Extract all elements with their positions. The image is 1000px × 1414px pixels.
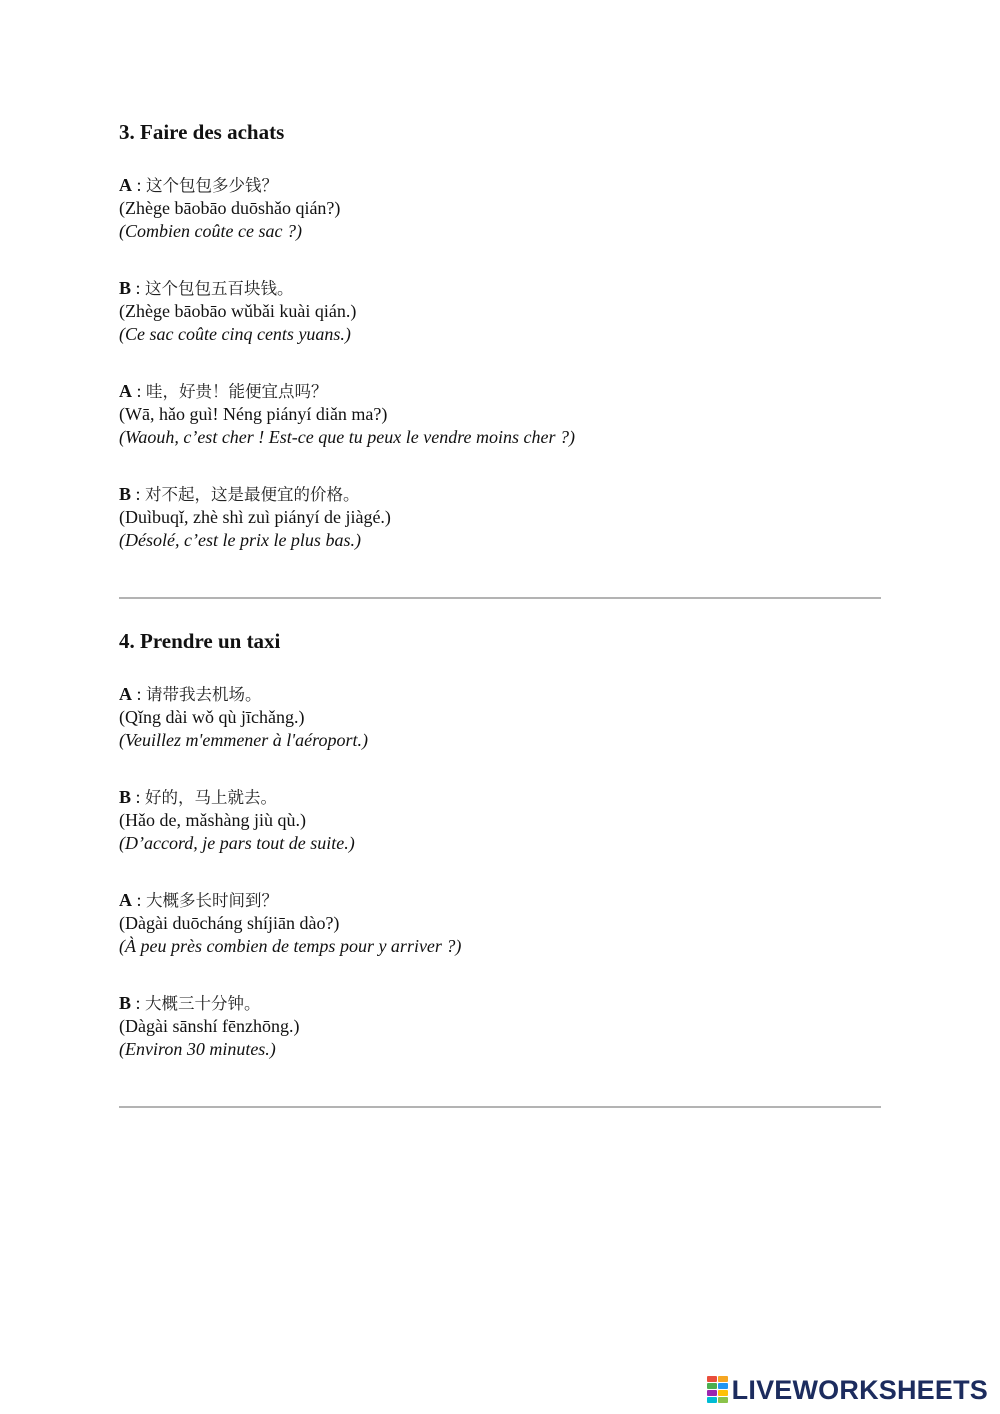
speaker-label: A <box>119 381 132 401</box>
dialogue-line: A : 大概多长时间到？ (Dàgài duōcháng shíjiān dào?) (À peu près combien de temps pour y arriver ?) <box>119 890 462 956</box>
dialogue-line: A : 请带我去机场。 (Qǐng dài wǒ qù jīchǎng.) (Veuillez m'emmener à l'aéroport.) <box>119 684 368 750</box>
chinese-text: 这个包包五百块钱。 <box>145 279 294 298</box>
chinese-text: 好的，马上就去。 <box>145 788 278 807</box>
french-translation: (Environ 30 minutes.) <box>119 1039 276 1059</box>
pinyin-text: (Zhège bāobāo wǔbǎi kuài qián.) <box>119 301 357 321</box>
dialogue-line: B : 对不起，这是最便宜的价格。 (Duìbuqǐ, zhè shì zuì piányí de jiàgé.) (Désolé, c’est le prix le plus bas.) <box>119 484 391 550</box>
pinyin-text: (Qǐng dài wǒ qù jīchǎng.) <box>119 707 305 727</box>
speaker-label: B <box>119 278 132 298</box>
section-taxi <box>119 628 881 1059</box>
speaker-label: A <box>119 684 132 704</box>
speaker-label: B <box>119 787 132 807</box>
logo-grid-icon <box>707 1376 729 1404</box>
speaker-label: A <box>119 175 132 195</box>
dialogue-line: B : 大概三十分钟。 (Dàgài sānshí fēnzhōng.) (Environ 30 minutes.) <box>119 993 300 1059</box>
dialogue-line: A : 这个包包多少钱？ (Zhège bāobāo duōshǎo qián?) (Combien coûte ce sac ?) <box>119 175 341 241</box>
french-translation: (À peu près combien de temps pour y arriver ?) <box>119 936 462 956</box>
chinese-text: 这个包包多少钱？ <box>146 176 279 195</box>
chinese-text: 大概多长时间到？ <box>146 891 279 910</box>
french-translation: (Ce sac coûte cinq cents yuans.) <box>119 324 351 344</box>
section-divider <box>119 1106 881 1108</box>
pinyin-text: (Dàgài duōcháng shíjiān dào?) <box>119 913 340 933</box>
dialogue-line: B : 好的，马上就去。 (Hǎo de, mǎshàng jiù qù.) (D’accord, je pars tout de suite.) <box>119 787 355 853</box>
french-translation: (Désolé, c’est le prix le plus bas.) <box>119 530 361 550</box>
french-translation: (Combien coûte ce sac ?) <box>119 221 302 241</box>
speaker-label: B <box>119 484 132 504</box>
section-title: 4. Prendre un taxi <box>119 629 281 653</box>
french-translation: (D’accord, je pars tout de suite.) <box>119 833 355 853</box>
pinyin-text: (Wā, hǎo guì! Néng piányí diǎn ma?) <box>119 404 388 424</box>
chinese-text: 对不起，这是最便宜的价格。 <box>145 485 360 504</box>
section-shopping <box>119 119 881 550</box>
brand-name: LIVEWORKSHEETS <box>731 1375 988 1405</box>
speaker-label: A <box>119 890 132 910</box>
speaker-label: B <box>119 993 132 1013</box>
section-title: 3. Faire des achats <box>119 120 285 144</box>
pinyin-text: (Duìbuqǐ, zhè shì zuì piányí de jiàgé.) <box>119 507 391 527</box>
french-translation: (Veuillez m'emmener à l'aéroport.) <box>119 730 368 750</box>
liveworksheets-logo[interactable] <box>707 1374 988 1406</box>
chinese-text: 大概三十分钟。 <box>145 994 261 1013</box>
section-divider <box>119 597 881 599</box>
dialogue-line: B : 这个包包五百块钱。 (Zhège bāobāo wǔbǎi kuài qián.) (Ce sac coûte cinq cents yuans.) <box>119 278 357 344</box>
chinese-text: 哇，好贵！能便宜点吗？ <box>146 382 328 401</box>
french-translation: (Waouh, c’est cher ! Est-ce que tu peux le vendre moins cher ?) <box>119 427 576 447</box>
chinese-text: 请带我去机场。 <box>146 685 262 704</box>
pinyin-text: (Hǎo de, mǎshàng jiù qù.) <box>119 810 306 830</box>
pinyin-text: (Dàgài sānshí fēnzhōng.) <box>119 1016 300 1036</box>
pinyin-text: (Zhège bāobāo duōshǎo qián?) <box>119 198 341 218</box>
dialogue-line: A : 哇，好贵！能便宜点吗？ (Wā, hǎo guì! Néng piányí diǎn ma?) (Waouh, c’est cher ! Est-ce que tu peux le vendre moins cher ?) <box>119 381 576 447</box>
